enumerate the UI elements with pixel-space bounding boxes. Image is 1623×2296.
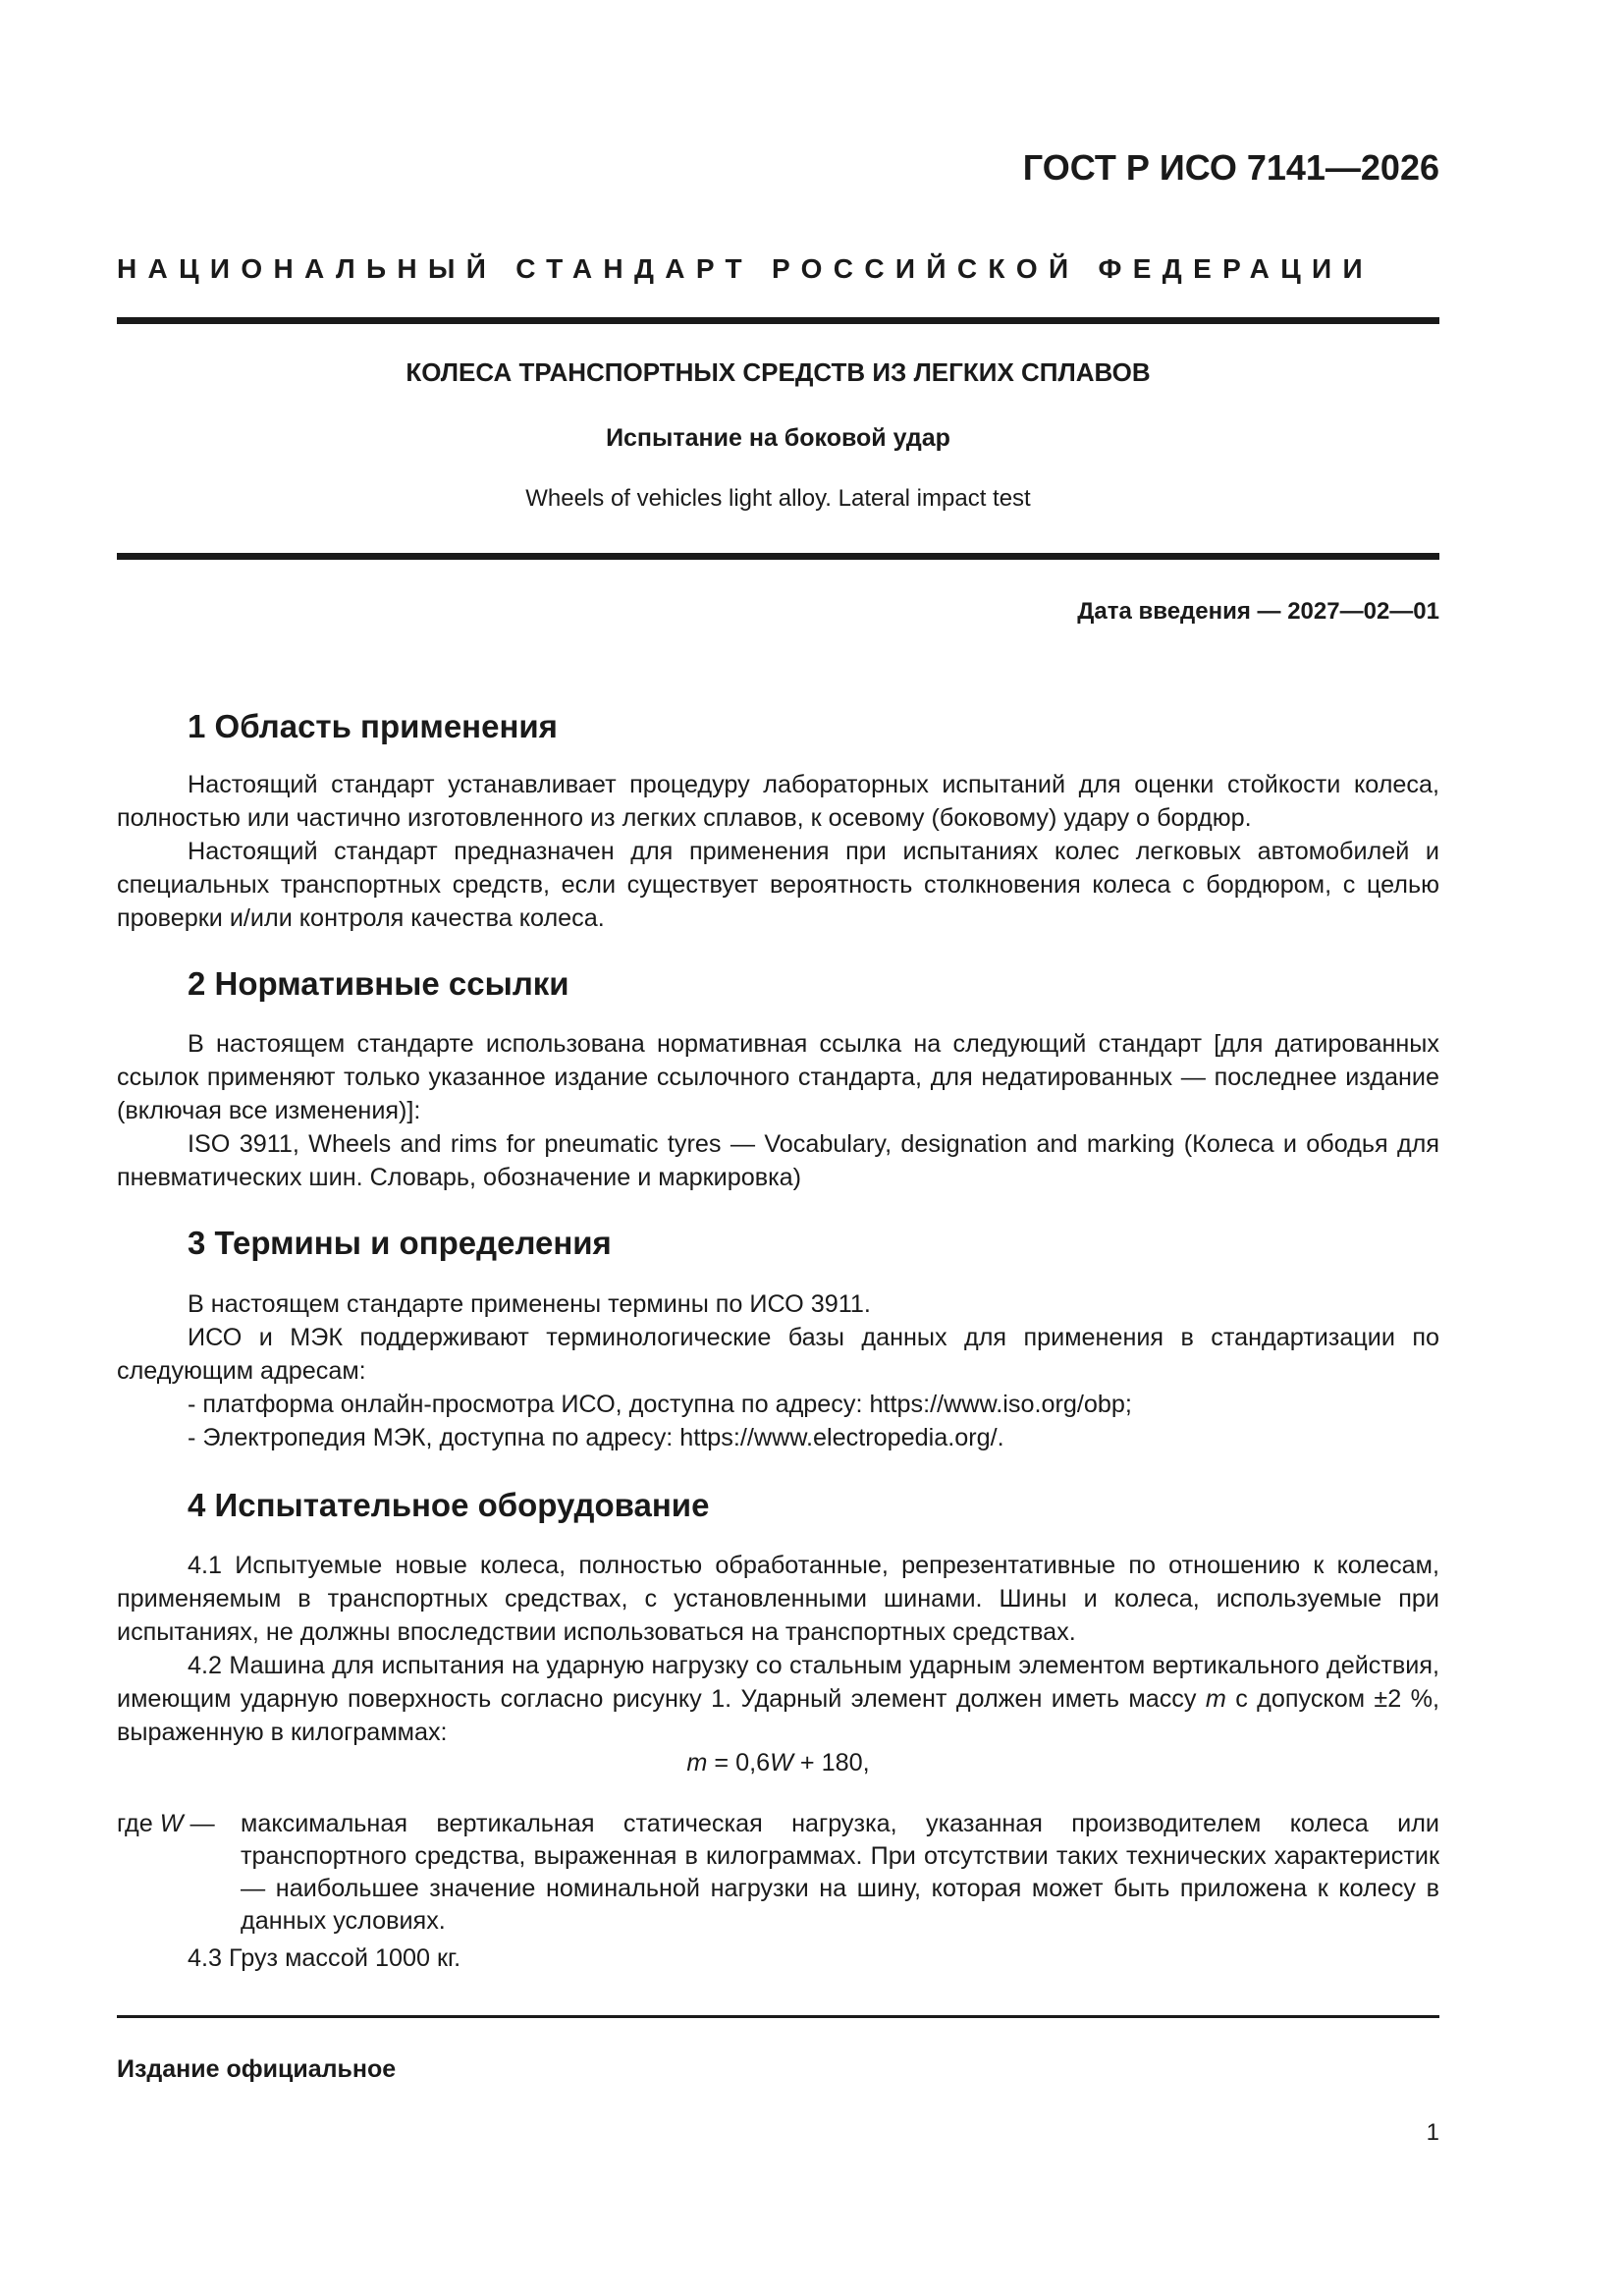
clause-4-2-text: 4.2 Машина для испытания на ударную нагрузку со стальным ударным элементом вертикального действия, имеющим ударную поверхность согласно рисунку 1. Ударный элемент должен иметь массу xyxy=(117,1652,1439,1713)
where-prefix: где xyxy=(117,1810,160,1837)
clause-4-3: 4.3 Груз массой 1000 кг. xyxy=(188,1944,461,1972)
official-edition-label: Издание официальное xyxy=(117,2055,397,2083)
clause-4-2 xyxy=(117,1649,1439,1749)
section-3-paragraph-1: В настоящем стандарте применены термины по ИСО 3911. xyxy=(188,1290,871,1318)
formula-mass-variable: m xyxy=(686,1749,708,1777)
section-1-body xyxy=(117,768,1439,935)
section-3-body xyxy=(117,1287,1439,1454)
section-4-body xyxy=(117,1549,1439,1749)
clause-4-1: 4.1 Испытуемые новые колеса, полностью обработанные, репрезентативные по отношению к колесам, применяемым в транспортных средствах, с установленными шинами. Шины и колеса, используемые при испытаниях, не должны впоследствии использоваться на транспортных средствах. xyxy=(117,1552,1439,1646)
section-1-heading: 1 Область применения xyxy=(188,708,558,744)
national-standard-banner: НАЦИОНАЛЬНЫЙ СТАНДАРТ РОССИЙСКОЙ ФЕДЕРАЦИИ xyxy=(117,253,1374,284)
formula-load-variable: W xyxy=(770,1749,793,1777)
standard-designation: ГОСТ Р ИСО 7141—2026 xyxy=(1022,147,1439,188)
section-2-reference: ISO 3911, Wheels and rims for pneumatic tyres — Vocabulary, designation and marking (Колеса и ободья для пневматических шин. Словарь, обозначение и маркировка) xyxy=(117,1130,1439,1191)
mass-variable: m xyxy=(1205,1685,1226,1713)
section-1-paragraph-1: Настоящий стандарт устанавливает процедуру лабораторных испытаний для оценки стойкости колеса, полностью или частично изготовленного из легких сплавов, к осевому (боковому) удару о бордюр. xyxy=(117,771,1439,832)
clause-4-2-text-end: с допуском ±2 %, выраженную в килограммах: xyxy=(117,1685,1439,1746)
where-definition: максимальная вертикальная статическая нагрузка, указанная производителем колеса или транспортного средства, выраженная в килограммах. При отсутствии таких технических характеристик — наибольшее значение номинальной нагрузки на шину, которая может быть приложена к колесу в данных условиях. xyxy=(241,1810,1439,1935)
footer-rule xyxy=(117,2015,1439,2018)
formula-coefficient: = 0,6 xyxy=(707,1749,771,1777)
list-item: - платформа онлайн-просмотра ИСО, доступна по адресу: https://www.iso.org/obp; xyxy=(188,1391,1132,1418)
page-number: 1 xyxy=(1426,2119,1439,2146)
section-2-paragraph-1: В настоящем стандарте использована нормативная ссылка на следующий стандарт [для датированных ссылок применяют только указанное издание ссылочного стандарта, для недатированных — последнее издание (включая все изменения)]: xyxy=(117,1030,1439,1124)
introduction-date: Дата введения — 2027—02—01 xyxy=(1077,598,1439,625)
title-sub: Испытание на боковой удар xyxy=(606,424,950,452)
where-label xyxy=(117,1808,215,1840)
list-item: - Электропедия МЭК, доступна по адресу: https://www.electropedia.org/. xyxy=(188,1424,1004,1451)
where-variable: W xyxy=(159,1810,184,1837)
formula-constant: + 180, xyxy=(792,1749,870,1777)
header-rule-top xyxy=(117,317,1439,324)
section-4-heading: 4 Испытательное оборудование xyxy=(188,1487,710,1523)
where-explanation xyxy=(117,1808,1439,1938)
section-2-heading: 2 Нормативные ссылки xyxy=(188,965,569,1002)
title-english: Wheels of vehicles light alloy. Lateral impact test xyxy=(525,485,1031,512)
section-3-paragraph-2: ИСО и МЭК поддерживают терминологические базы данных для применения в стандартизации по следующим адресам: xyxy=(117,1324,1439,1385)
where-dash: — xyxy=(183,1810,215,1837)
title-main: КОЛЕСА ТРАНСПОРТНЫХ СРЕДСТВ ИЗ ЛЕГКИХ СПЛАВОВ xyxy=(406,357,1151,387)
header-rule-bottom xyxy=(117,553,1439,560)
section-2-body xyxy=(117,1027,1439,1194)
mass-formula xyxy=(117,1749,1439,1777)
clause-4-3-container xyxy=(117,1941,1439,1975)
section-1-paragraph-2: Настоящий стандарт предназначен для применения при испытаниях колес легковых автомобилей и специальных транспортных средств, если существует вероятность столкновения колеса с бордюром, с целью проверки и/или контроля качества колеса. xyxy=(117,838,1439,932)
section-3-heading: 3 Термины и определения xyxy=(188,1225,612,1261)
